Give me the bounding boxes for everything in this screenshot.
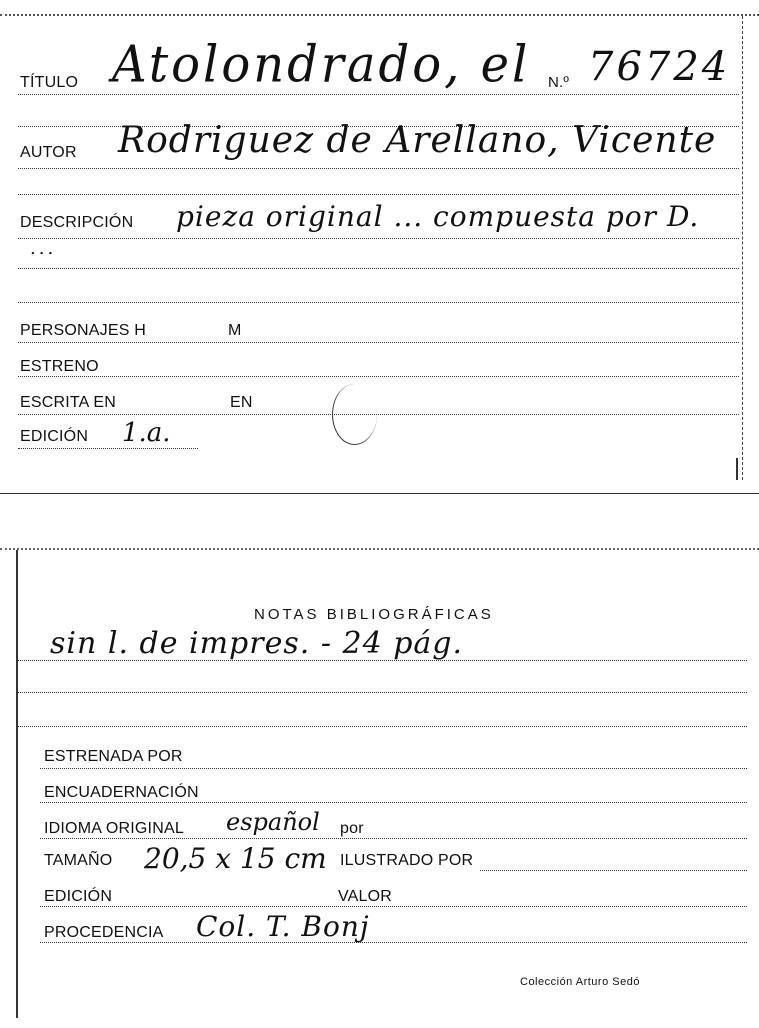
procedencia-label: PROCEDENCIA	[44, 924, 164, 941]
procedencia-value: Col. T. Bonj	[196, 910, 370, 943]
idioma-value: español	[226, 808, 320, 836]
ilustrado-label: ILUSTRADO POR	[340, 852, 474, 869]
catalog-card-back	[0, 540, 759, 1028]
titulo-label: TÍTULO	[20, 74, 79, 91]
notas-rule-1	[18, 660, 747, 661]
edicion-rule	[18, 448, 198, 449]
notas-heading: NOTAS BIBLIOGRÁFICAS	[254, 606, 494, 623]
edicion-value: 1.a.	[122, 418, 171, 448]
notas-rule-2	[18, 692, 747, 693]
valor-label: VALOR	[338, 888, 393, 905]
escrita-en-label: EN	[230, 394, 253, 411]
right-edge-tick	[736, 458, 738, 480]
estrenada-label: ESTRENADA POR	[44, 748, 183, 765]
estreno-rule	[18, 376, 739, 377]
autor-label: AUTOR	[20, 144, 77, 161]
notas-rule-3	[18, 726, 747, 727]
tamano-value: 20,5 x 15 cm	[144, 842, 327, 875]
personajes-m-label: M	[228, 322, 242, 339]
titulo-value: Atolondrado, el	[112, 35, 531, 94]
descripcion-rule	[18, 238, 739, 239]
card-right-edge	[742, 16, 743, 480]
card-top-edge	[0, 14, 759, 16]
ilustrado-rule	[480, 870, 747, 871]
tamano-label: TAMAÑO	[44, 852, 113, 869]
idioma-label: IDIOMA ORIGINAL	[44, 820, 184, 837]
edicion-valor-rule	[40, 906, 747, 907]
escrita-rule	[18, 414, 739, 415]
card-bottom-edge	[0, 493, 759, 494]
blank-rule	[18, 302, 739, 303]
estrenada-rule	[40, 768, 747, 769]
personajes-rule	[18, 342, 739, 343]
encuadernacion-label: ENCUADERNACIÓN	[44, 784, 199, 801]
descripcion-value: pieza original ... compuesta por D.	[176, 200, 700, 233]
descripcion-top-rule	[18, 194, 739, 195]
estreno-label: ESTRENO	[20, 358, 99, 375]
numero-label: N.º	[548, 74, 570, 91]
idioma-rule	[40, 838, 747, 839]
procedencia-rule	[40, 942, 747, 943]
back-edicion-label: EDICIÓN	[44, 888, 113, 905]
titulo-rule	[18, 94, 739, 95]
idioma-por-label: por	[340, 820, 364, 837]
edicion-label: EDICIÓN	[20, 428, 89, 445]
autor-value: Rodriguez de Arellano, Vicente	[118, 120, 717, 161]
descripcion-label: DESCRIPCIÓN	[20, 214, 134, 231]
autor-rule	[18, 168, 739, 169]
numero-value: 76724	[588, 44, 731, 90]
descripcion-cont-rule	[18, 268, 739, 269]
notas-value: sin l. de impres. - 24 pág.	[50, 626, 464, 661]
escrita-label: ESCRITA EN	[20, 394, 116, 411]
catalog-card-front	[0, 0, 759, 494]
descripcion-cont: ...	[30, 238, 57, 259]
punch-hole-mark	[332, 384, 377, 445]
card-back-top-edge	[0, 548, 759, 550]
personajes-label: PERSONAJES H	[20, 322, 146, 339]
encuadernacion-rule	[40, 802, 747, 803]
card-back-left-edge	[16, 550, 18, 1018]
coleccion-footer: Colección Arturo Sedó	[520, 976, 640, 988]
